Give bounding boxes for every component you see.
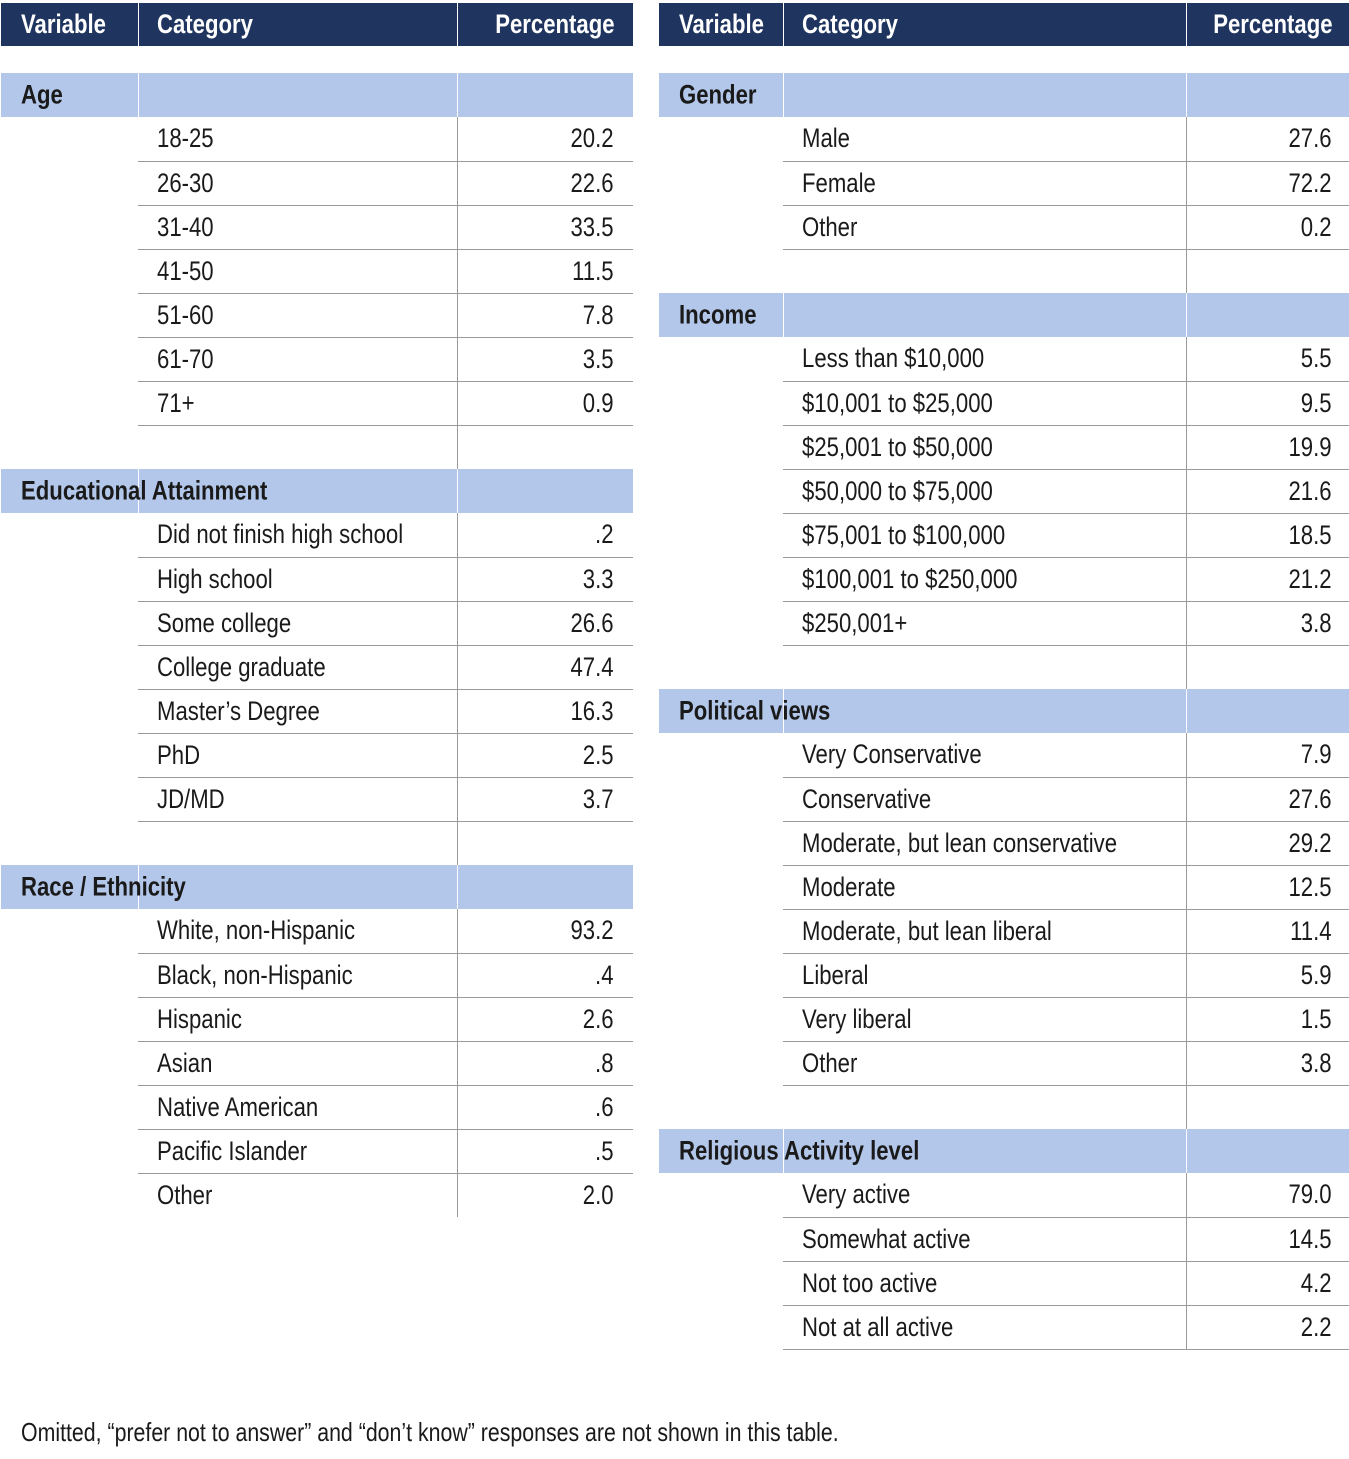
spacer-row (659, 645, 1349, 689)
table-row (659, 425, 1349, 469)
table-row (1, 557, 633, 601)
table-row (1, 205, 633, 249)
percentage-cell: 2.6 (458, 997, 633, 1041)
table-row (1, 117, 633, 161)
category-cell: 18-25 (138, 117, 458, 161)
table-row (659, 161, 1349, 205)
percentage-cell: 21.6 (1187, 469, 1349, 513)
percentage-cell: 27.6 (1187, 777, 1349, 821)
table-row (1, 777, 633, 821)
section-title: Religious Activity level (659, 1129, 783, 1173)
header-row (659, 3, 1349, 46)
left-table (1, 3, 633, 1217)
percentage-cell: 20.2 (458, 117, 633, 161)
table-row (1, 161, 633, 205)
category-cell: Did not finish high school (138, 513, 458, 557)
percentage-cell: 1.5 (1187, 997, 1349, 1041)
category-cell: White, non-Hispanic (138, 909, 458, 953)
category-cell: 61-70 (138, 337, 458, 381)
percentage-cell: 27.6 (1187, 117, 1349, 161)
category-cell: Asian (138, 1041, 458, 1085)
percentage-cell: 3.8 (1187, 1041, 1349, 1085)
section-header (659, 73, 1349, 117)
percentage-cell: 0.9 (458, 381, 633, 425)
category-cell: Not at all active (783, 1305, 1187, 1349)
category-cell: Some college (138, 601, 458, 645)
percentage-cell: 14.5 (1187, 1217, 1349, 1261)
percentage-cell: .2 (458, 513, 633, 557)
table-row (1, 909, 633, 953)
category-cell: 26-30 (138, 161, 458, 205)
header-category: Category (138, 3, 458, 46)
section-header (659, 293, 1349, 337)
category-cell: $100,001 to $250,000 (783, 557, 1187, 601)
section-header (1, 73, 633, 117)
category-cell: College graduate (138, 645, 458, 689)
table-row (1, 1085, 633, 1129)
percentage-cell: 29.2 (1187, 821, 1349, 865)
section-title: Race / Ethnicity (1, 865, 138, 909)
category-cell: 31-40 (138, 205, 458, 249)
section-title: Income (659, 293, 783, 337)
table-row (659, 337, 1349, 381)
category-cell: Moderate, but lean conservative (783, 821, 1187, 865)
percentage-cell: 19.9 (1187, 425, 1349, 469)
spacer-row (659, 1085, 1349, 1129)
table-row (659, 469, 1349, 513)
category-cell: Master’s Degree (138, 689, 458, 733)
table-row (659, 821, 1349, 865)
percentage-cell: 3.7 (458, 777, 633, 821)
right-table (659, 3, 1349, 1350)
spacer-row (659, 46, 1349, 73)
percentage-cell: .5 (458, 1129, 633, 1173)
percentage-cell: 9.5 (1187, 381, 1349, 425)
table-row (1, 953, 633, 997)
percentage-cell: 47.4 (458, 645, 633, 689)
category-cell: Very Conservative (783, 733, 1187, 777)
table-row (1, 601, 633, 645)
section-header (1, 865, 633, 909)
category-cell: Liberal (783, 953, 1187, 997)
section-header (659, 689, 1349, 733)
category-cell: Moderate (783, 865, 1187, 909)
table-row (1, 249, 633, 293)
table-row (1, 337, 633, 381)
section-title: Political views (659, 689, 783, 733)
category-cell: Other (138, 1173, 458, 1217)
category-cell: $50,000 to $75,000 (783, 469, 1187, 513)
header-percentage: Percentage (1187, 3, 1349, 46)
percentage-cell: 0.2 (1187, 205, 1349, 249)
category-cell: Black, non-Hispanic (138, 953, 458, 997)
table-note: Omitted, “prefer not to answer” and “don’t know” responses are not shown in this table. (21, 1417, 839, 1447)
header-variable: Variable (1, 3, 138, 46)
category-cell: Other (783, 205, 1187, 249)
table-row (1, 689, 633, 733)
percentage-cell: 16.3 (458, 689, 633, 733)
table-row (1, 1129, 633, 1173)
table-row (659, 865, 1349, 909)
category-cell: High school (138, 557, 458, 601)
percentage-cell: .6 (458, 1085, 633, 1129)
spacer-row (1, 821, 633, 865)
category-cell: Native American (138, 1085, 458, 1129)
table-row (659, 909, 1349, 953)
percentage-cell: 2.5 (458, 733, 633, 777)
category-cell: Not too active (783, 1261, 1187, 1305)
percentage-cell: 3.3 (458, 557, 633, 601)
percentage-cell: 5.5 (1187, 337, 1349, 381)
table-row (1, 1041, 633, 1085)
table-row (1, 645, 633, 689)
table-row (1, 513, 633, 557)
category-cell: 41-50 (138, 249, 458, 293)
category-cell: 51-60 (138, 293, 458, 337)
table-row (659, 953, 1349, 997)
percentage-cell: 33.5 (458, 205, 633, 249)
section-header (1, 469, 633, 513)
percentage-cell: .8 (458, 1041, 633, 1085)
section-title: Age (1, 73, 138, 117)
section-title: Educational Attainment (1, 469, 138, 513)
header-percentage: Percentage (458, 3, 633, 46)
percentage-cell: 2.0 (582, 1179, 614, 1210)
category-cell: Moderate, but lean liberal (783, 909, 1187, 953)
table-row (659, 381, 1349, 425)
category-cell: Very active (783, 1173, 1187, 1217)
table-row (659, 777, 1349, 821)
percentage-cell: 18.5 (1187, 513, 1349, 557)
table-row (659, 557, 1349, 601)
category-cell: Hispanic (138, 997, 458, 1041)
spacer-row (659, 249, 1349, 293)
spacer-row (1, 46, 633, 73)
spacer-row (1, 425, 633, 469)
category-cell: $75,001 to $100,000 (783, 513, 1187, 557)
section-title: Gender (659, 73, 783, 117)
percentage-cell: 4.2 (1187, 1261, 1349, 1305)
header-category: Category (783, 3, 1187, 46)
percentage-cell: 72.2 (1187, 161, 1349, 205)
table-row (659, 997, 1349, 1041)
percentage-cell: 7.8 (458, 293, 633, 337)
category-cell: $10,001 to $25,000 (783, 381, 1187, 425)
category-cell: Very liberal (783, 997, 1187, 1041)
category-cell: PhD (138, 733, 458, 777)
table-row (1, 733, 633, 777)
header-row (1, 3, 633, 46)
table-row (659, 1041, 1349, 1085)
percentage-cell: 11.5 (458, 249, 633, 293)
category-cell: $250,001+ (783, 601, 1187, 645)
table-row (659, 1305, 1349, 1349)
table-row (659, 1217, 1349, 1261)
percentage-cell: 93.2 (458, 909, 633, 953)
category-cell: Pacific Islander (138, 1129, 458, 1173)
category-cell: JD/MD (138, 777, 458, 821)
table-row (1, 997, 633, 1041)
percentage-cell: 3.5 (458, 337, 633, 381)
category-cell: Conservative (783, 777, 1187, 821)
category-cell: Female (783, 161, 1187, 205)
category-cell: 71+ (138, 381, 458, 425)
percentage-cell: 2.2 (1187, 1305, 1349, 1349)
table-row (659, 1261, 1349, 1305)
category-cell: Other (783, 1041, 1187, 1085)
table-row (659, 513, 1349, 557)
percentage-cell: 21.2 (1187, 557, 1349, 601)
category-cell: Somewhat active (783, 1217, 1187, 1261)
table-row (659, 117, 1349, 161)
percentage-cell: 26.6 (458, 601, 633, 645)
table-row (659, 1173, 1349, 1217)
category-cell: $25,001 to $50,000 (783, 425, 1187, 469)
category-cell: Less than $10,000 (783, 337, 1187, 381)
table-row (1, 1173, 633, 1217)
percentage-cell: 3.8 (1187, 601, 1349, 645)
category-cell: Male (783, 117, 1187, 161)
table-row (1, 381, 633, 425)
section-header (659, 1129, 1349, 1173)
table-row (1, 293, 633, 337)
percentage-cell: 12.5 (1187, 865, 1349, 909)
percentage-cell: .4 (458, 953, 633, 997)
table-row (659, 733, 1349, 777)
percentage-cell: 11.4 (1187, 909, 1349, 953)
table-row (659, 601, 1349, 645)
header-variable: Variable (659, 3, 783, 46)
percentage-cell: 79.0 (1187, 1173, 1349, 1217)
percentage-cell: 7.9 (1187, 733, 1349, 777)
table-row (659, 205, 1349, 249)
percentage-cell: 5.9 (1187, 953, 1349, 997)
percentage-cell: 22.6 (458, 161, 633, 205)
